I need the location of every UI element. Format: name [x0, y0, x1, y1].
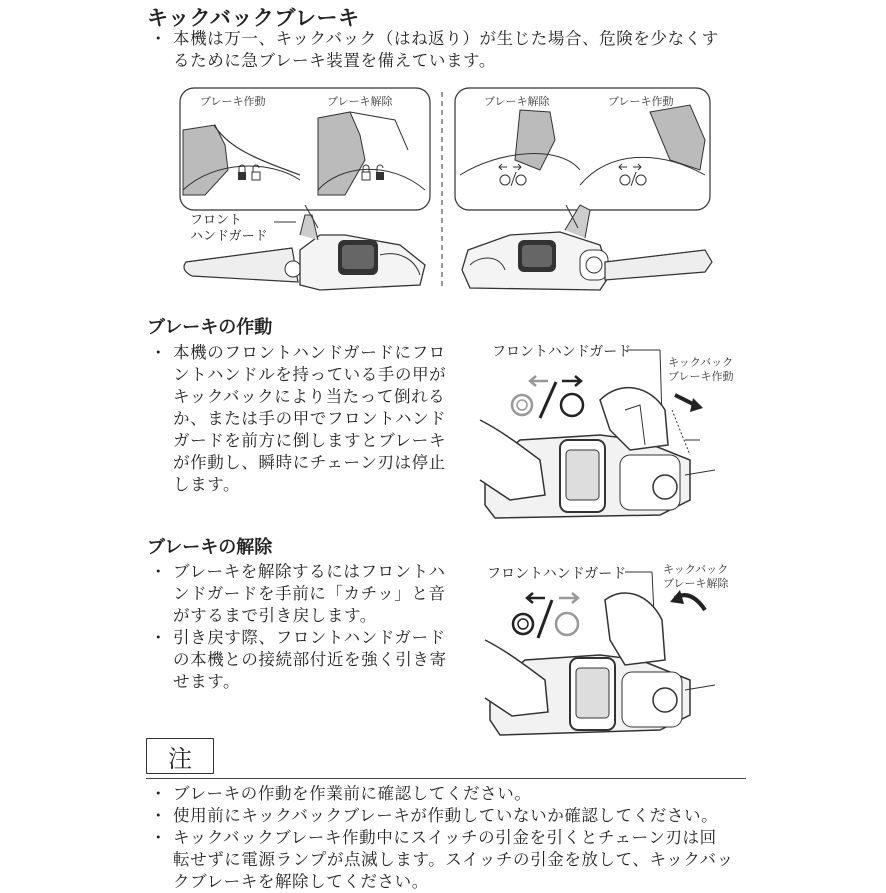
callout-line-1: フロント	[190, 213, 243, 228]
label-kickback-brake-release	[663, 563, 729, 591]
heading-brake-operation: ブレーキの作動	[147, 317, 273, 338]
intro-line-1: 本機は万一、キックバック（はね返り）が生じた場合、危険を少なくす	[173, 29, 719, 48]
label-brake-released: ブレーキ解除	[484, 95, 550, 108]
note-bullet: ・	[150, 784, 168, 803]
note-item-2: 使用前にキックバックブレーキが作動していないか確認してください。	[173, 806, 719, 825]
release-bullet-1: ・	[150, 562, 168, 581]
label-line: ブレーキ解除	[663, 577, 729, 590]
op-line: します。	[173, 475, 241, 494]
note-label-box	[146, 738, 214, 774]
heading-brake-release: ブレーキの解除	[147, 537, 273, 558]
label-line: キックバック	[668, 356, 734, 369]
label-front-hand-guard: フロントハンドガード	[492, 344, 632, 360]
op-line: ントハンドルを持っている手の甲が	[173, 365, 447, 384]
note-bullet: ・	[150, 806, 168, 825]
note-bullet: ・	[150, 828, 168, 847]
release-line: がするまで引き戻します。	[173, 606, 377, 625]
release-bullet-2: ・	[150, 628, 168, 647]
label-brake-released: ブレーキ解除	[327, 95, 393, 108]
release-line: 引き戻す際、フロントハンドガード	[173, 628, 446, 647]
label-front-hand-guard: フロントハンドガード	[487, 566, 627, 582]
intro-bullet: ・	[150, 29, 168, 48]
release-line: の本機との接続部付近を強く引き寄	[173, 650, 447, 669]
note-item-3	[173, 827, 734, 893]
intro-line-2: るために急ブレーキ装置を備えています。	[173, 51, 496, 70]
op-line: 本機のフロントハンドガードにフロ	[173, 343, 446, 362]
op-line: か、または手の甲でフロントハンド	[173, 409, 447, 428]
release-line: ブレーキを解除するにはフロントハ	[173, 562, 446, 581]
op-bullet: ・	[150, 343, 168, 362]
label-brake-engaged: ブレーキ作動	[608, 95, 674, 108]
note-line: キックバックブレーキ作動中にスイッチの引金を引くとチェーン刃は回	[173, 828, 717, 847]
callout-line-2: ハンドガード	[190, 229, 268, 244]
op-line: が作動し、瞬時にチェーン刃は停止	[173, 453, 446, 472]
label-line: キックバック	[663, 563, 729, 576]
op-line: キックバックにより当たって倒れる	[173, 387, 446, 406]
op-line: ガードを前方に倒しますとブレーキ	[173, 431, 446, 450]
release-line: せます。	[173, 672, 241, 691]
note-divider	[146, 778, 746, 779]
note-label: 注	[168, 744, 192, 773]
label-line: ブレーキ作動	[668, 370, 734, 383]
label-brake-engaged: ブレーキ作動	[200, 95, 266, 108]
note-item-1: ブレーキの作動を作業前に確認してください。	[173, 784, 532, 803]
note-line: クブレーキを解除してください。	[173, 872, 429, 891]
note-line: 転せずに電源ランプが点滅します。スイッチの引金を放して、キックバッ	[173, 850, 734, 869]
release-line: ンドガードを手前に「カチッ」と音	[173, 584, 446, 603]
section-title: キックバックブレーキ	[147, 6, 360, 30]
